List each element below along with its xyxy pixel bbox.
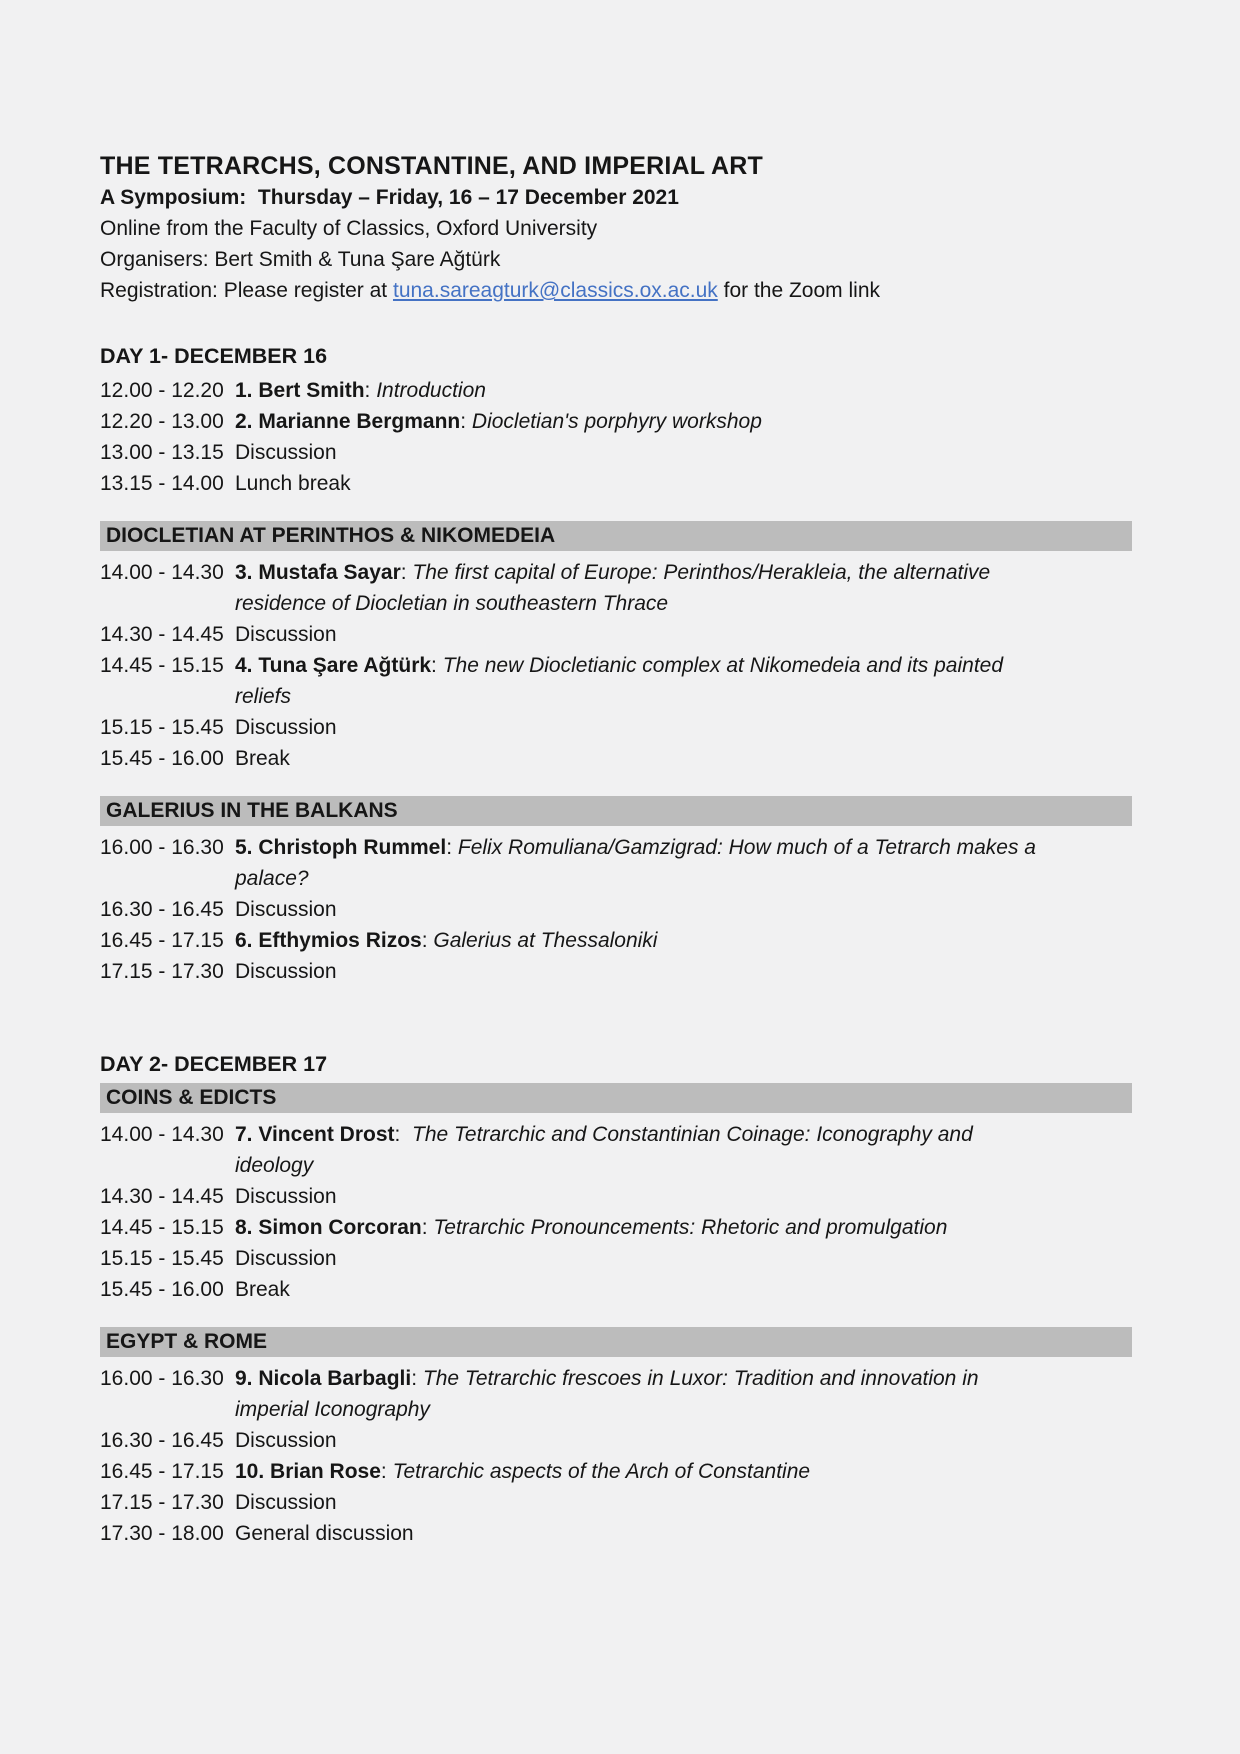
time-range: 12.00 - 12.20 xyxy=(100,379,224,402)
time-range: 17.15 - 17.30 xyxy=(100,1491,224,1514)
spacer xyxy=(100,1305,1132,1322)
talk-title: Galerius at Thessaloniki xyxy=(433,929,658,952)
section-header: DIOCLETIAN AT PERINTHOS & NIKOMEDEIA xyxy=(100,521,1132,551)
session-desc xyxy=(235,619,1132,650)
schedule-row xyxy=(100,1363,1132,1425)
session-desc xyxy=(235,1363,1132,1425)
session-label: Discussion xyxy=(235,960,337,983)
speaker-name: 8. Simon Corcoran xyxy=(235,1216,422,1239)
session-desc xyxy=(235,1243,1132,1274)
schedule-row xyxy=(100,437,1132,468)
session-label: Discussion xyxy=(235,1429,337,1452)
section-header: COINS & EDICTS xyxy=(100,1083,1132,1113)
speaker-title-separator: : xyxy=(380,1460,393,1483)
session-label: Discussion xyxy=(235,1491,337,1514)
session-label: Discussion xyxy=(235,441,337,464)
registration-suffix: for the Zoom link xyxy=(717,279,881,302)
time-range: 13.00 - 13.15 xyxy=(100,441,224,464)
spacer xyxy=(100,987,1132,1051)
speaker-title-separator: : xyxy=(460,410,472,433)
schedule-row xyxy=(100,956,1132,987)
talk-title: Tetrarchic Pronouncements: Rhetoric and promulgation xyxy=(433,1216,948,1239)
session-label: Discussion xyxy=(235,1247,337,1270)
section-header: EGYPT & ROME xyxy=(100,1327,1132,1357)
talk-title: Diocletian's porphyry workshop xyxy=(471,410,762,433)
session-desc xyxy=(235,1425,1132,1456)
speaker-title-separator: : xyxy=(364,379,377,402)
session-label: General discussion xyxy=(235,1522,414,1545)
session-desc xyxy=(235,956,1132,987)
session-label: Lunch break xyxy=(235,472,351,495)
time-range: 16.00 - 16.30 xyxy=(100,836,224,859)
session-label: Discussion xyxy=(235,623,337,646)
schedule-row xyxy=(100,894,1132,925)
session-desc xyxy=(235,437,1132,468)
schedule-row xyxy=(100,832,1132,894)
session-label: Break xyxy=(235,747,290,770)
time-range: 17.30 - 18.00 xyxy=(100,1522,224,1545)
schedule-row xyxy=(100,1212,1132,1243)
talk-title: Felix Romuliana/Gamzigrad: How much of a Tetrarch makes a palace? xyxy=(235,836,1036,890)
time-range: 12.20 - 13.00 xyxy=(100,410,224,433)
day-heading: DAY 1- DECEMBER 16 xyxy=(100,344,328,368)
program-registration xyxy=(100,275,1132,306)
talk-title: Tetrarchic aspects of the Arch of Constantine xyxy=(392,1460,811,1483)
speaker-name: 3. Mustafa Sayar xyxy=(235,561,401,584)
time-range: 14.45 - 15.15 xyxy=(100,654,224,677)
time-range: 13.15 - 14.00 xyxy=(100,472,224,495)
schedule xyxy=(100,343,1132,1549)
schedule-row xyxy=(100,1487,1132,1518)
time-range: 15.45 - 16.00 xyxy=(100,747,224,770)
registration-prefix: Registration: Please register at xyxy=(100,279,393,302)
session-desc xyxy=(235,1181,1132,1212)
speaker-name: 9. Nicola Barbagli xyxy=(235,1367,412,1390)
time-range: 14.30 - 14.45 xyxy=(100,623,224,646)
session-label: Discussion xyxy=(235,716,337,739)
time-range: 17.15 - 17.30 xyxy=(100,960,224,983)
session-label: Discussion xyxy=(235,898,337,921)
speaker-title-separator: : xyxy=(446,836,458,859)
speaker-title-separator: : xyxy=(431,654,443,677)
schedule-row xyxy=(100,557,1132,619)
schedule-row xyxy=(100,1243,1132,1274)
speaker-name: 10. Brian Rose xyxy=(235,1460,381,1483)
talk-title: The Tetrarchic frescoes in Luxor: Tradition and innovation in imperial Iconography xyxy=(235,1367,979,1421)
schedule-row xyxy=(100,1456,1132,1487)
time-range: 16.30 - 16.45 xyxy=(100,1429,224,1452)
program-content xyxy=(100,150,1132,1549)
time-range: 15.15 - 15.45 xyxy=(100,1247,224,1270)
session-desc xyxy=(235,1487,1132,1518)
speaker-name: 7. Vincent Drost xyxy=(235,1123,395,1146)
schedule-row xyxy=(100,375,1132,406)
session-desc xyxy=(235,650,1132,712)
time-range: 14.00 - 14.30 xyxy=(100,561,224,584)
speaker-name: 5. Christoph Rummel xyxy=(235,836,447,859)
schedule-row xyxy=(100,619,1132,650)
time-range: 15.45 - 16.00 xyxy=(100,1278,224,1301)
schedule-row xyxy=(100,925,1132,956)
session-desc xyxy=(235,1456,1132,1487)
program-subtitle: A Symposium: Thursday – Friday, 16 – 17 December 2021 xyxy=(100,186,679,209)
speaker-name: 2. Marianne Bergmann xyxy=(235,410,461,433)
talk-title: The first capital of Europe: Perinthos/Herakleia, the alternative residence of Diocletian in southeastern Thrace xyxy=(235,561,991,615)
spacer xyxy=(100,499,1132,516)
time-range: 16.00 - 16.30 xyxy=(100,1367,224,1390)
schedule-row xyxy=(100,406,1132,437)
registration-email-link[interactable]: tuna.sareagturk@classics.ox.ac.uk xyxy=(392,279,718,302)
session-label: Break xyxy=(235,1278,290,1301)
session-desc xyxy=(235,712,1132,743)
session-desc xyxy=(235,894,1132,925)
session-desc xyxy=(235,1212,1132,1243)
program-header xyxy=(100,150,1132,306)
speaker-name: 1. Bert Smith xyxy=(235,379,365,402)
schedule-row xyxy=(100,1518,1132,1549)
schedule-row xyxy=(100,1425,1132,1456)
time-range: 14.00 - 14.30 xyxy=(100,1123,224,1146)
session-desc xyxy=(235,832,1132,894)
schedule-row xyxy=(100,712,1132,743)
speaker-title-separator: : xyxy=(411,1367,423,1390)
speaker-title-separator: : xyxy=(421,929,434,952)
time-range: 16.45 - 17.15 xyxy=(100,929,224,952)
session-desc xyxy=(235,406,1132,437)
schedule-row xyxy=(100,1274,1132,1305)
program-organisers: Organisers: Bert Smith & Tuna Şare Ağtürk xyxy=(100,248,501,271)
program-title: THE TETRARCHS, CONSTANTINE, AND IMPERIAL ART xyxy=(100,152,763,180)
schedule-row xyxy=(100,1119,1132,1181)
session-desc xyxy=(235,925,1132,956)
talk-title: Introduction xyxy=(376,379,486,402)
session-desc xyxy=(235,1274,1132,1305)
time-range: 16.30 - 16.45 xyxy=(100,898,224,921)
talk-title: The new Diocletianic complex at Nikomedeia and its painted reliefs xyxy=(235,654,1004,708)
schedule-row xyxy=(100,1181,1132,1212)
session-desc xyxy=(235,743,1132,774)
program-venue: Online from the Faculty of Classics, Oxford University xyxy=(100,217,598,240)
time-range: 15.15 - 15.45 xyxy=(100,716,224,739)
session-desc xyxy=(235,1119,1132,1181)
schedule-row xyxy=(100,743,1132,774)
session-desc xyxy=(235,375,1132,406)
section-header: GALERIUS IN THE BALKANS xyxy=(100,796,1132,826)
speaker-title-separator: : xyxy=(421,1216,434,1239)
session-desc xyxy=(235,557,1132,619)
session-desc xyxy=(235,1518,1132,1549)
speaker-title-separator: : xyxy=(394,1123,413,1146)
time-range: 16.45 - 17.15 xyxy=(100,1460,224,1483)
session-label: Discussion xyxy=(235,1185,337,1208)
talk-title: The Tetrarchic and Constantinian Coinage: Iconography and ideology xyxy=(235,1123,973,1177)
spacer xyxy=(100,774,1132,791)
speaker-title-separator: : xyxy=(400,561,413,584)
session-desc xyxy=(235,468,1132,499)
speaker-name: 4. Tuna Şare Ağtürk xyxy=(235,654,432,677)
schedule-row xyxy=(100,468,1132,499)
time-range: 14.30 - 14.45 xyxy=(100,1185,224,1208)
speaker-name: 6. Efthymios Rizos xyxy=(235,929,422,952)
day-heading: DAY 2- DECEMBER 17 xyxy=(100,1052,328,1076)
time-range: 14.45 - 15.15 xyxy=(100,1216,224,1239)
schedule-row xyxy=(100,650,1132,712)
